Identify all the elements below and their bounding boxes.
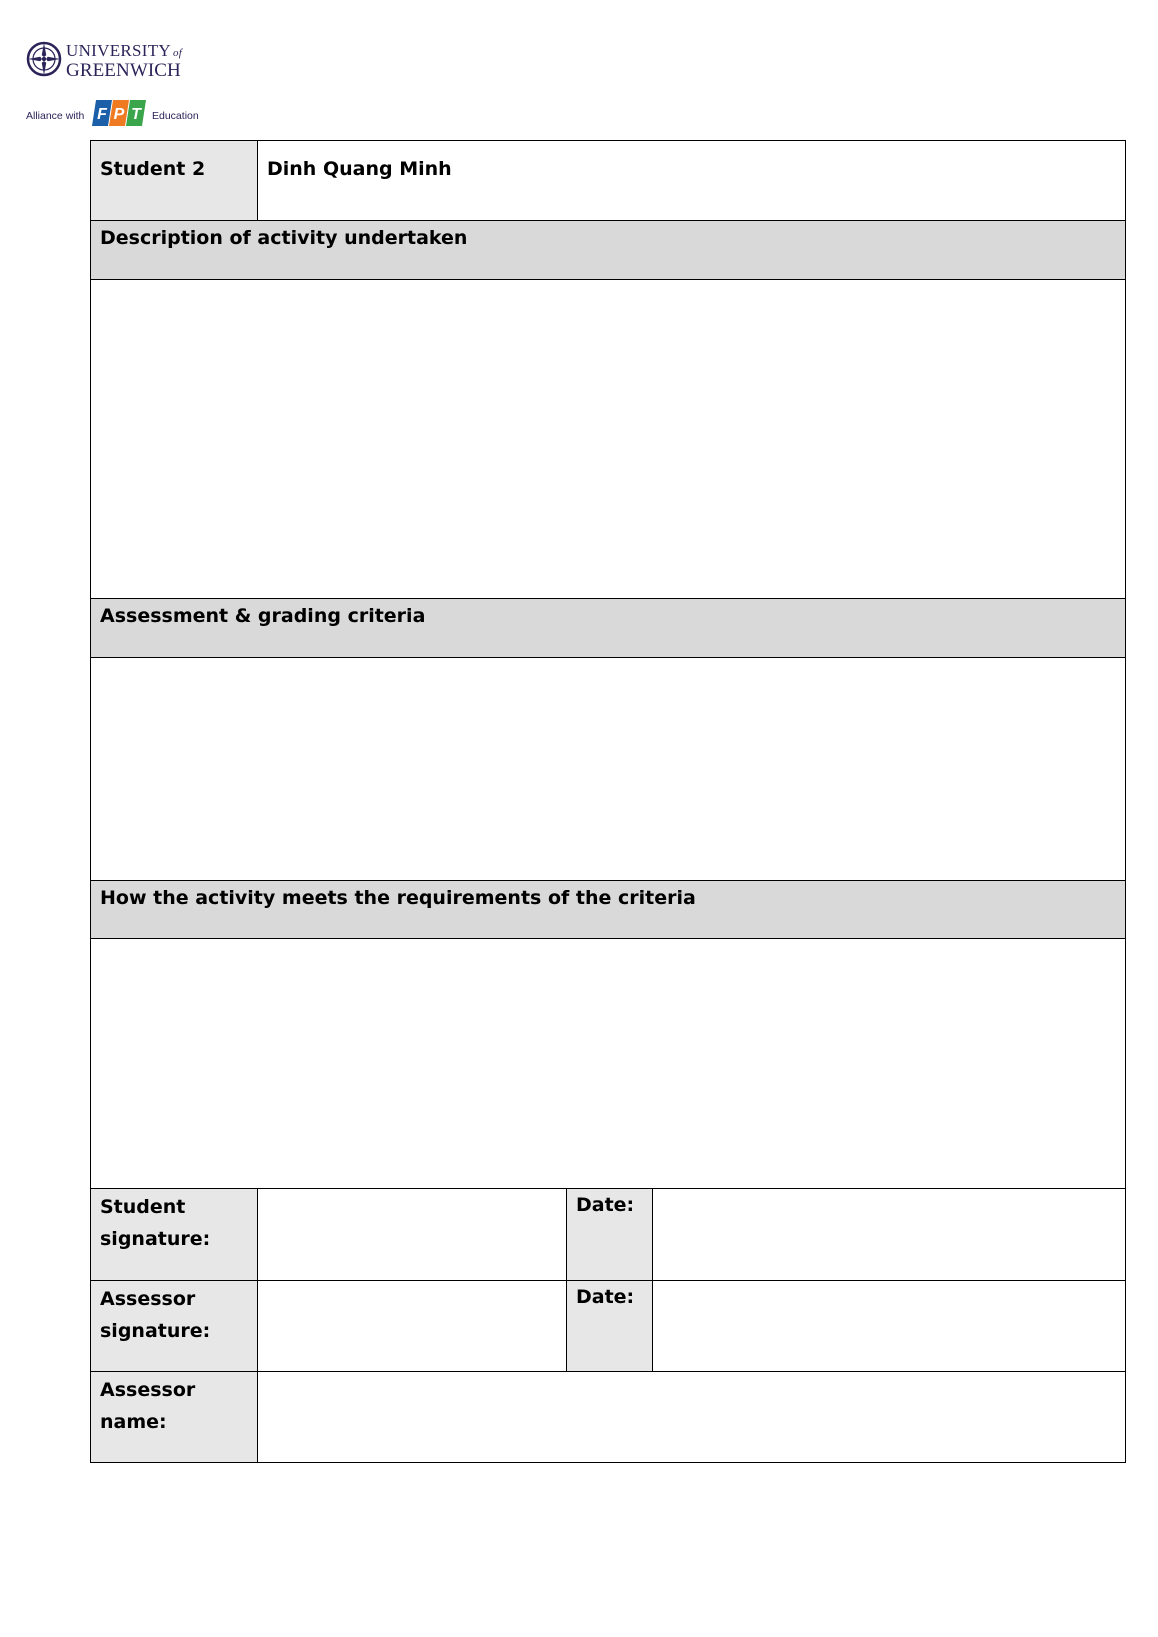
student-signature-field[interactable] (258, 1189, 567, 1281)
criteria-heading-cell (91, 599, 1126, 658)
assessor-signature-label-cell (91, 1281, 258, 1372)
student-label: Student 2 (100, 158, 206, 180)
assessor-signature-field[interactable] (258, 1281, 567, 1372)
description-body-row (91, 280, 1126, 599)
criteria-body-row (91, 658, 1126, 881)
student-name-cell[interactable] (258, 141, 1126, 221)
assessor-date-value (653, 1281, 1125, 1293)
assessor-signature-value (258, 1281, 566, 1293)
assessor-date-field[interactable] (653, 1281, 1126, 1372)
criteria-field[interactable] (91, 658, 1126, 881)
student-date-value (653, 1189, 1125, 1201)
criteria-value (91, 658, 1125, 670)
university-logo (24, 38, 204, 80)
requirements-field[interactable] (91, 939, 1126, 1189)
assessor-name-row (91, 1372, 1126, 1463)
description-field[interactable] (91, 280, 1126, 599)
assessor-signature-row (91, 1281, 1126, 1372)
university-name-line1: UNIVERSITY (66, 41, 171, 60)
assessor-signature-label: Assessor signature: (100, 1288, 211, 1342)
alliance-prefix: Alliance with (26, 110, 85, 122)
requirements-heading: How the activity meets the requirements of the criteria (100, 887, 696, 909)
compass-crest-icon (24, 38, 64, 80)
criteria-heading-row (91, 599, 1126, 658)
assessor-date-label-cell (567, 1281, 653, 1372)
assessor-name-label: Assessor name: (100, 1379, 196, 1433)
header-logos (24, 38, 204, 130)
fpt-letter-t: T (131, 106, 141, 123)
requirements-heading-cell (91, 881, 1126, 939)
requirements-body-row (91, 939, 1126, 1189)
student-signature-value (258, 1189, 566, 1201)
fpt-letter-p: P (113, 106, 125, 123)
observation-form (90, 140, 1126, 1463)
fpt-logo-icon (92, 98, 150, 128)
assessor-name-field[interactable] (258, 1372, 1126, 1463)
alliance-suffix: Education (152, 110, 199, 122)
requirements-value (91, 939, 1125, 951)
student-row (91, 141, 1126, 221)
student-date-label: Date: (576, 1194, 635, 1216)
assessor-date-label: Date: (576, 1286, 635, 1308)
student-name: Dinh Quang Minh (267, 158, 452, 180)
student-date-field[interactable] (653, 1189, 1126, 1281)
fpt-letter-f: F (97, 106, 107, 123)
student-signature-label: Student signature: (100, 1196, 211, 1250)
requirements-heading-row (91, 881, 1126, 939)
student-signature-row (91, 1189, 1126, 1281)
description-heading-row (91, 221, 1126, 280)
assessor-name-label-cell (91, 1372, 258, 1463)
student-signature-label-cell (91, 1189, 258, 1281)
description-value (91, 280, 1125, 292)
student-label-cell (91, 141, 258, 221)
fpt-alliance-logo (24, 98, 204, 132)
criteria-heading: Assessment & grading criteria (100, 605, 426, 627)
university-name-line2: GREENWICH (66, 60, 181, 81)
description-heading: Description of activity undertaken (100, 227, 468, 249)
assessor-name-value (258, 1372, 1125, 1384)
student-date-label-cell (567, 1189, 653, 1281)
university-of: of (173, 47, 183, 59)
description-heading-cell (91, 221, 1126, 280)
